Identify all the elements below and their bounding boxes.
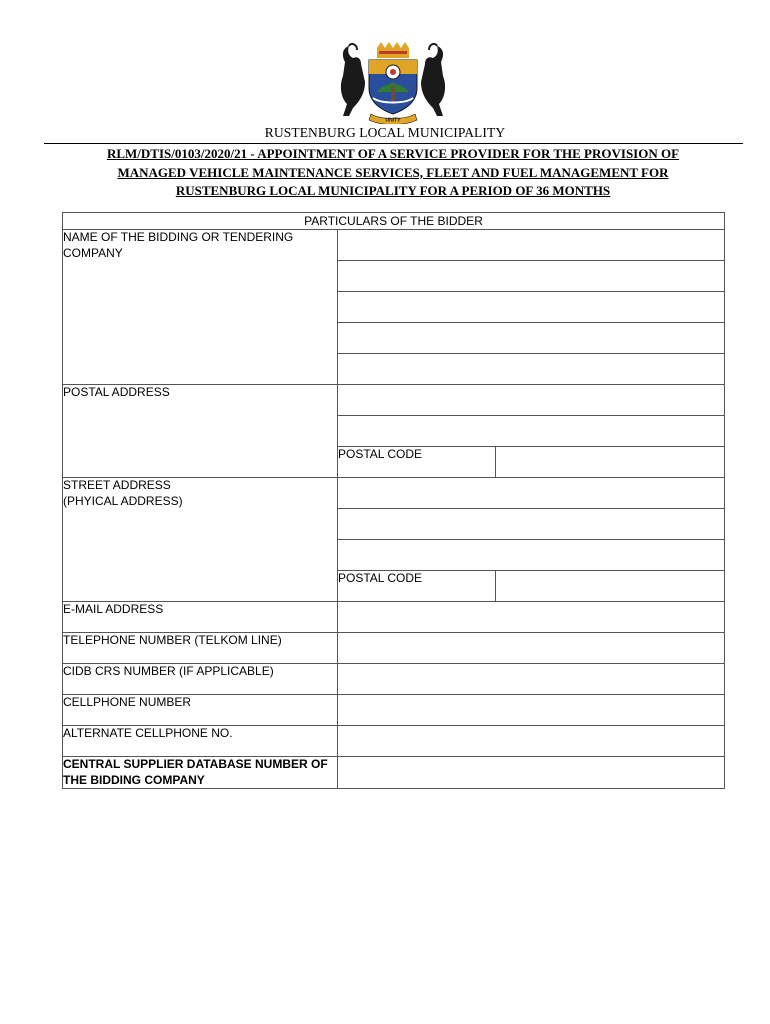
title-line: RLM/DTIS/0103/2020/21 - APPOINTMENT OF A SERVICE PROVIDER FOR THE PROVISION OF — [106, 146, 680, 161]
postal-address-label: POSTAL ADDRESS — [63, 385, 338, 478]
telephone-field[interactable] — [338, 633, 725, 664]
csd-number-label: CENTRAL SUPPLIER DATABASE NUMBER OF THE BIDDING COMPANY — [63, 757, 338, 789]
title-line: RUSTENBURG LOCAL MUNICIPALITY FOR A PERIOD OF 36 MONTHS — [175, 183, 611, 198]
street-postal-code-field[interactable] — [496, 571, 725, 602]
crest-motto: UNITY — [385, 117, 401, 124]
email-field[interactable] — [338, 602, 725, 633]
cellphone-label: CELLPHONE NUMBER — [63, 695, 338, 726]
company-name-field[interactable] — [338, 292, 725, 323]
street-address-label-line: STREET ADDRESS — [63, 478, 171, 492]
cidb-field[interactable] — [338, 664, 725, 695]
street-address-field[interactable] — [338, 540, 725, 571]
company-name-field[interactable] — [338, 323, 725, 354]
company-name-field[interactable] — [338, 261, 725, 292]
company-name-field[interactable] — [338, 354, 725, 385]
street-address-field[interactable] — [338, 509, 725, 540]
csd-number-field[interactable] — [338, 757, 725, 789]
table-heading: PARTICULARS OF THE BIDDER — [63, 213, 725, 230]
postal-address-field[interactable] — [338, 385, 725, 416]
organization-name: RUSTENBURG LOCAL MUNICIPALITY — [264, 125, 506, 140]
postal-code-label: POSTAL CODE — [338, 447, 496, 478]
street-address-field[interactable] — [338, 478, 725, 509]
header-rule — [44, 143, 743, 144]
street-address-label-line: (PHYICAL ADDRESS) — [63, 493, 183, 508]
street-postal-code-label: POSTAL CODE — [338, 571, 496, 602]
telephone-label: TELEPHONE NUMBER (TELKOM LINE) — [63, 633, 338, 664]
postal-address-field[interactable] — [338, 416, 725, 447]
street-address-label — [63, 478, 338, 602]
postal-code-field[interactable] — [496, 447, 725, 478]
title-line: MANAGED VEHICLE MAINTENANCE SERVICES, FLEET AND FUEL MANAGEMENT FOR — [117, 164, 669, 180]
company-name-field[interactable] — [338, 230, 725, 261]
bidder-particulars-table — [62, 212, 725, 789]
alt-cellphone-field[interactable] — [338, 726, 725, 757]
municipal-crest-logo — [331, 42, 455, 124]
alt-cellphone-label: ALTERNATE CELLPHONE NO. — [63, 726, 338, 757]
email-label: E-MAIL ADDRESS — [63, 602, 338, 633]
document-title — [50, 145, 736, 201]
company-name-label: NAME OF THE BIDDING OR TENDERING COMPANY — [63, 230, 338, 385]
cellphone-field[interactable] — [338, 695, 725, 726]
cidb-label: CIDB CRS NUMBER (IF APPLICABLE) — [63, 664, 338, 695]
